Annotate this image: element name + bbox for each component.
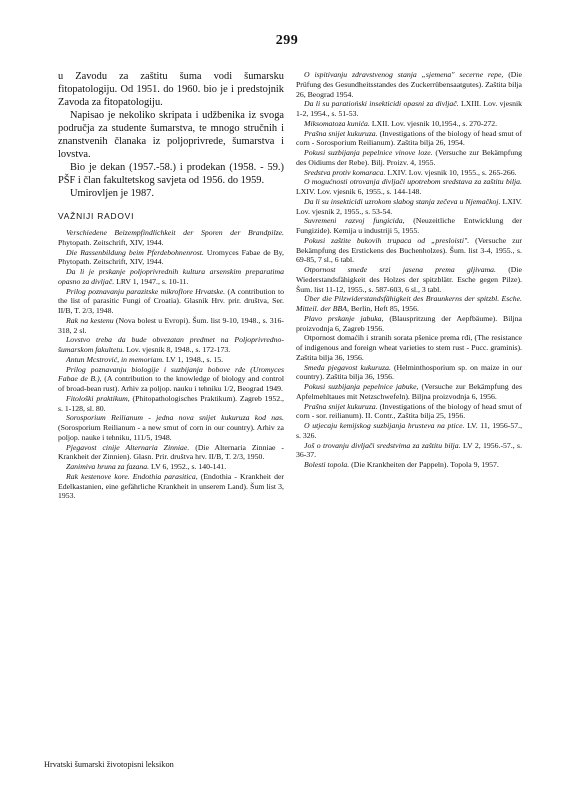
entry-details: (Endothia - Krankheit der Edelkastanien, eine gefährliche Krankheit in unserem Land). Šum list 3, 1953.: [58, 471, 284, 501]
bibliography-entry: [58, 287, 284, 316]
section-heading: VAŽNIJI RADOVI: [58, 211, 135, 221]
entry-title: Otpornost smeđe srzi jasena prema gljivama.: [304, 265, 496, 274]
entry-title: Zanimiva hruna za fazana.: [66, 462, 150, 471]
bibliography-entry: [296, 333, 522, 362]
entry-title: Sredstva protiv komaraca.: [304, 167, 386, 177]
entry-title: Prilog poznavanju biologije i suzbijanja bobove rđe (Uromyces Fabae de B.),: [58, 364, 284, 384]
entry-details: LV 2, 1956.-57., s. 36-37.: [296, 440, 523, 460]
entry-title: Prilog poznavanju parazitske mikroflore Hrvatske.: [66, 286, 226, 296]
entry-title: O mogućnosti otrovanja divljači upotrebom sredstava za zaštitu bilja.: [304, 177, 522, 187]
bibliography-entry: [58, 472, 284, 501]
entry-details: (A contribution to the list of parasitic Fungi of Croatia). Glasnik Hrv. prir. društva, Ser. II/B, T. 2/3, 1948.: [58, 286, 284, 315]
entry-details: (Investigations of the biology of head smut of corn - sor. reilianum). II. Contr., Zaštita bilja 25, 1956.: [296, 401, 523, 421]
entry-details: LV. 11, 1956-57., s. 326.: [296, 421, 523, 440]
bibliography-entry: [58, 394, 284, 414]
entry-title: Fitološki praktikum,: [66, 393, 130, 403]
right-column: [296, 70, 522, 470]
entry-details: (Neuzeitliche Entwicklung der Fungizide). Kemija u industriji 5, 1955.: [296, 216, 522, 235]
entry-title: O ispitivanju zdravstvenog stanja „sjemena" secerne repe,: [304, 70, 504, 79]
bibliography-entry: [296, 441, 522, 461]
bibliography-entry: [58, 462, 284, 472]
biography-paragraph: u Zavodu za zaštitu šuma vodi šumarsku fitopatologiju. Od 1951. do 1960. bio je i predstojnik Zavoda za fitopatologiju.: [58, 71, 284, 108]
entry-title: Da li su paratioński insekticidi opasni za divljač.: [304, 99, 459, 109]
bibliography-entry: [296, 314, 522, 334]
bibliography-entry: [58, 267, 284, 287]
entry-title: Die Rassenbildung beim Pferdebohnenrost.: [66, 247, 204, 257]
entry-title: Pokusi suzbijanja pepelnice jabuke,: [304, 382, 419, 391]
bibliography-entry: [58, 365, 284, 394]
bibliography-entry: [296, 294, 522, 314]
entry-title: Da li su insekticidi uzrokom slabog stanja zečeva u Njemačkoj.: [304, 196, 501, 206]
bibliography-entry: [58, 335, 284, 355]
bibliography-entry: [296, 168, 522, 178]
entry-title: Lovstvo treba da bude obvezatan predmet na Poljoprivredno-šumarskom fakultetu.: [58, 335, 284, 354]
entry-title: Prašna snijet kukuruza.: [304, 401, 378, 411]
entry-details: LXIII. Lov. vjesnik 1-2, 1954., s. 51-53.: [296, 99, 522, 118]
bibliography-entry: [58, 316, 284, 336]
entry-details: Berlin, Heft 85, 1956.: [348, 304, 419, 313]
bibliography-entry: [296, 70, 522, 99]
bibliography-entry: [58, 443, 284, 463]
entry-details: Otpornost domaćih i stranih sorata pšenice prema rđi, (The resistance of indigenous and foreign wheat varieties to stem rust - Pucc. graminis). Zaštita bilja 36, 1956.: [296, 333, 522, 362]
entry-title: Pjegavost cinije Alternaria Zinniae.: [66, 442, 190, 452]
entry-details: (Die Krankheiten der Pappeln). Topola 9, 1957.: [349, 460, 499, 469]
entry-details: (Die Wiederstandsfähigkeit des Holzes der spitzblätr. Esche gegen Pilze). Šum. list 11-12, 1955., s. 587-603, 6 sl., 3 tabl.: [296, 265, 522, 294]
bibliography-entry: [58, 413, 284, 442]
entry-details: LXIV. Lov. vjesnik 2, 1955., s. 53-54.: [296, 196, 522, 216]
entry-details: LXII. Lov. vjesnik 10,1954., s. 270-272.: [369, 118, 498, 128]
biography-paragraph: Bio je dekan (1957.-58.) i prodekan (1958. - 59.) PŠF i član fakultetskog savjeta od 1956. do 1959.: [58, 162, 284, 186]
entry-title: Pokusi suzbijanja pepelnice vinove loze.: [304, 148, 433, 157]
bibliography-entry: [296, 148, 522, 168]
entry-title: Bolesti topola.: [304, 460, 350, 469]
biography-text: [58, 70, 284, 200]
bibliography-entry: [296, 197, 522, 217]
entry-details: LXIV. Lov. vjesnik 6, 1955., s. 144-148.: [296, 187, 422, 196]
entry-details: (Versuche zur Bekämpfung des Erstickens des Buchenholzes). Šum. list 3-4, 1955., s. 69-85, 7 sl., 6 tabl.: [296, 235, 522, 265]
entry-title: Još o trovanju divljači sredstvima za zaštitu bilja.: [304, 440, 461, 450]
bibliography-entry: [296, 216, 522, 236]
entry-details: (Sorosporium Reilianum - a new smut of corn in our country). Arhiv za poljop. nauke i tehniku, 111/5, 1948.: [58, 423, 284, 442]
bibliography-entry: [296, 265, 522, 294]
biography-paragraph: Napisao je nekoliko skripata i udžbenika iz svoga područja za studente šumarstva, te mnogo stručnih i znanstvenih članaka iz poljoprivrede, šumarstva i lovstva.: [58, 110, 284, 160]
entry-title: Plavo prskanje jabuka,: [304, 313, 384, 323]
entry-details: LV 1, 1948., s. 15.: [164, 354, 224, 364]
entry-details: (Nova bolest u Evropi). Šum. list 9-10, 1948., s. 316-318, 2 sl.: [58, 315, 284, 335]
bibliography-entry: [296, 460, 522, 470]
entry-details: LRV 1, 1947., s. 10-11.: [114, 276, 189, 286]
bibliography-entry: [58, 228, 284, 248]
bibliography-entry: [296, 421, 522, 441]
entry-details: (Versuche zur Bekämpfung des Oidiums der Rebe). Bilj. Proizv. 4, 1955.: [296, 148, 523, 167]
bibliography-entry: [296, 119, 522, 129]
entry-details: Lov. vjesnik 8, 1948., s. 172-173.: [124, 345, 231, 354]
entry-details: Uromyces Fabae de By, Phytopath. Zeitschrift, XIV, 1944.: [58, 247, 284, 267]
entry-title: Smeđa pjegavost kukuruza.: [304, 362, 391, 372]
page-number: 299: [275, 33, 299, 48]
entry-title: Verschiedene Beizempfindlichkeit der Sporen der Brandpilze.: [66, 228, 284, 237]
entry-title: Über die Pilzwiderstandsfähigkeit des Braunkerns der spitzbl. Esche. Mitteil. der BBA,: [296, 294, 522, 313]
entry-details: (Helminthosporium sp. on maize in our country). Zaštita bilja 36, 1956.: [296, 362, 522, 382]
bibliography-entry: [296, 382, 522, 402]
entry-title: Rak na kestenu: [66, 315, 114, 325]
entry-details: (Die Alternaria Zinniae - Krankheit der Zinnien). Glasn. Prir. društva hrv. II/B, T. 2/3, 1950.: [58, 442, 284, 462]
entry-details: (Blauspritzung der Aepfbäume). Biljna proizvodnja 6, Zagreb 1956.: [296, 313, 522, 333]
entry-title: Suvremeni razvoj fungicida,: [304, 216, 405, 226]
entry-title: O utjecaju kemijskog suzbijanja hrusteva na ptice.: [304, 421, 465, 430]
entry-details: Phytopath. Zeitschrift, XIV, 1944.: [58, 237, 164, 247]
entry-details: (Versuche zur Bekämpfung des Apfelmehltaues mit Netzschwefeln). Biljna proizvodnja 6, 1956.: [296, 382, 522, 401]
bibliography-entry: [296, 129, 522, 149]
entry-title: Pokusi zaštite bukovih trupaca od „presloisti".: [304, 235, 470, 245]
entry-title: Rak kestenove kore. Endothia parasitica,: [66, 471, 198, 481]
entry-title: Antun Mcstrović, in memoriam.: [66, 354, 165, 364]
entry-title: Sorosporium Reilianum - jedna nova snijet kukuruza kod nas.: [66, 413, 284, 423]
bibliography-list-right: [296, 70, 522, 470]
left-column: [58, 70, 284, 501]
biography-paragraph: Umirovljen je 1987.: [70, 188, 154, 199]
footer-text: Hrvatski šumarski životopisni leksikon: [44, 760, 174, 769]
bibliography-entry: [58, 248, 284, 268]
entry-title: Da li je prskanje poljoprivrednih kultura arsenskim preparatima opasno za divljač.: [58, 267, 284, 286]
entry-details: LXIV. Lov. vjesnik 10, 1955., s. 265-266.: [385, 167, 517, 177]
entry-details: LV 6, 1952., s. 140-141.: [149, 462, 227, 471]
bibliography-entry: [296, 363, 522, 383]
bibliography-entry: [296, 236, 522, 265]
bibliography-list-left: [58, 228, 284, 501]
entry-title: Prašna snijet kukuruza.: [304, 128, 378, 138]
entry-details: (A contribution to the knowledge of biology and control of broad-bean rust). Arhiv za poljop. nauku i tehniku 1/2, Beograd 1949.: [58, 374, 284, 393]
entry-details: (Die Prüfung des Gesundheitsstandes des Zuckerrübensaatgutes). Zaštita bilja 26, Beograd 1954.: [296, 70, 522, 99]
bibliography-entry: [58, 355, 284, 365]
bibliography-entry: [296, 402, 522, 422]
entry-details: (Investigations of the biology of head smut of corn - Sorosporium Reilianum). Zaštita bilja 26, 1954.: [296, 128, 523, 148]
bibliography-entry: [296, 177, 522, 197]
entry-details: (Phitopathologisches Praktikum). Zagreb 1952., s. 1-128, sl. 80.: [58, 393, 284, 413]
bibliography-entry: [296, 99, 522, 119]
entry-title: Miksomatoza kunića.: [304, 118, 370, 128]
